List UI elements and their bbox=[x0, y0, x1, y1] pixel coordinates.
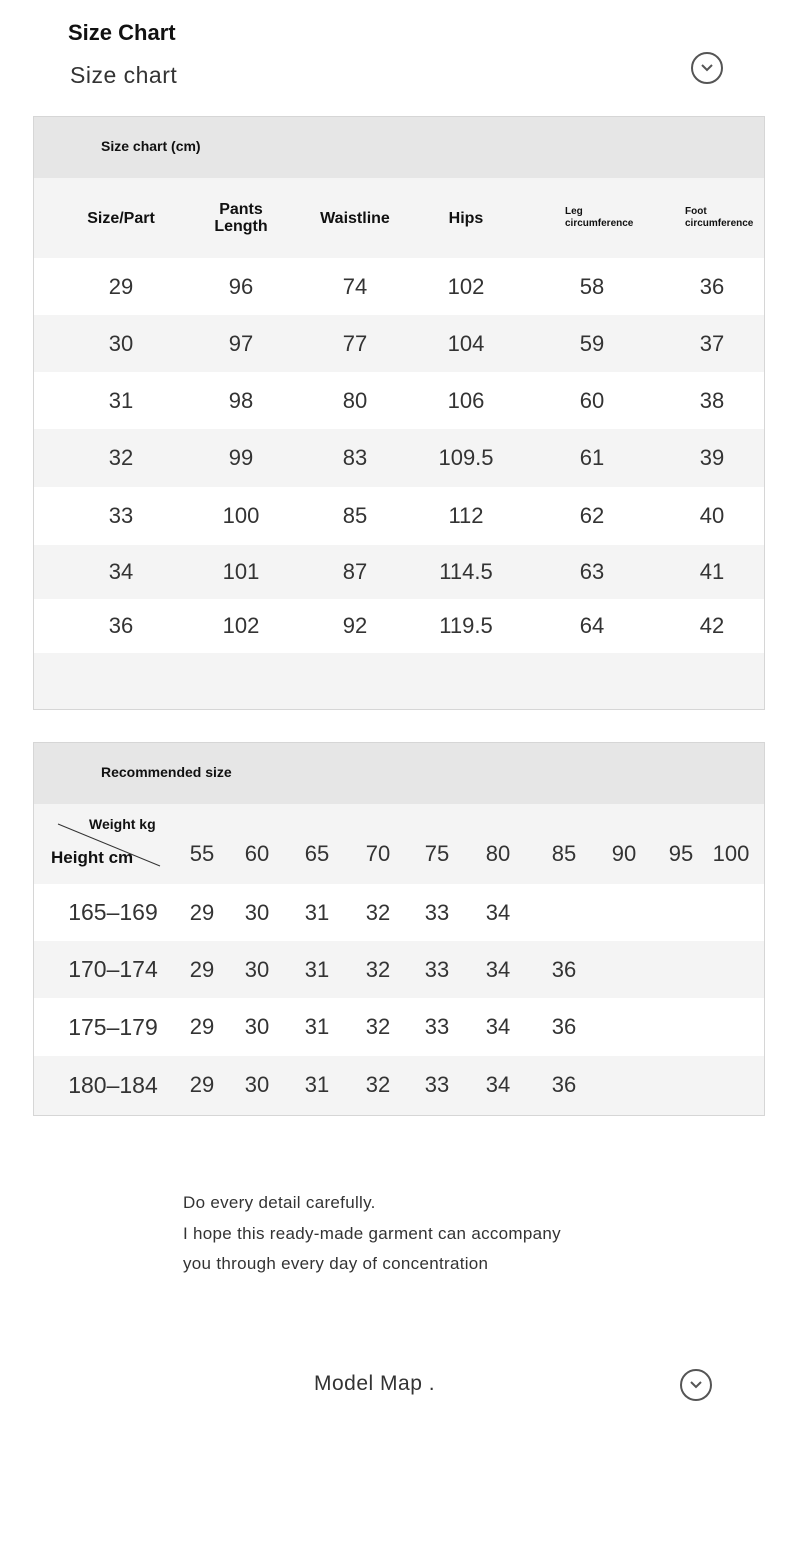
section-subtitle: Size chart bbox=[70, 62, 178, 88]
table-cell: 39 bbox=[699, 445, 725, 470]
table-cell: 36 bbox=[108, 613, 134, 638]
table-cell: 112 bbox=[448, 503, 484, 528]
table-cell: 77 bbox=[342, 330, 368, 356]
table-cell: 114.5 bbox=[439, 559, 493, 584]
table-cell: 63 bbox=[579, 559, 605, 584]
table-row bbox=[34, 487, 764, 545]
table-cell: 41 bbox=[699, 559, 725, 584]
table-cell: 29 bbox=[189, 1072, 215, 1097]
column-header-line: circumference bbox=[565, 218, 634, 229]
table-cell: 104 bbox=[447, 330, 485, 356]
table-cell: 36 bbox=[551, 956, 577, 982]
column-header-label bbox=[214, 201, 267, 235]
size-chart-table bbox=[33, 116, 765, 710]
recommended-size-table bbox=[33, 742, 765, 1116]
weight-axis-label: Weight kg bbox=[89, 816, 156, 832]
table-cell: 37 bbox=[699, 330, 725, 356]
table-cell: 30 bbox=[244, 1014, 270, 1039]
column-header-line: Pants bbox=[219, 201, 263, 218]
table-cell: 97 bbox=[228, 330, 254, 356]
quote-line-2: I hope this ready-made garment can accompany bbox=[183, 1224, 561, 1243]
height-range-cell: 165–169 bbox=[68, 899, 158, 925]
table-cell: 38 bbox=[699, 387, 725, 413]
quote-line-1: Do every detail carefully. bbox=[183, 1193, 376, 1212]
table-row bbox=[34, 599, 764, 653]
recommended-title: Recommended size bbox=[101, 764, 232, 780]
weight-header-cell: 90 bbox=[611, 841, 637, 866]
column-header-line: Size/Part bbox=[87, 209, 155, 227]
column-header bbox=[685, 178, 795, 258]
table-cell: 30 bbox=[244, 1072, 270, 1097]
table-cell: 36 bbox=[551, 1014, 577, 1039]
column-header bbox=[300, 178, 410, 258]
table-cell: 34 bbox=[108, 559, 134, 584]
table-cell: 31 bbox=[108, 387, 134, 413]
weight-header-cell: 95 bbox=[668, 841, 694, 866]
size-chart-header-band bbox=[34, 117, 764, 178]
table-cell: 30 bbox=[244, 956, 270, 982]
column-header-line: Foot bbox=[685, 206, 707, 217]
column-header-line: Hips bbox=[448, 209, 484, 227]
weight-header-cell: 70 bbox=[365, 841, 391, 866]
table-cell: 32 bbox=[365, 899, 391, 925]
column-header bbox=[61, 178, 181, 258]
table-cell: 29 bbox=[108, 273, 134, 299]
table-cell: 33 bbox=[424, 1072, 450, 1097]
column-header-label bbox=[449, 210, 484, 227]
recommended-weight-header bbox=[34, 804, 764, 884]
table-cell: 29 bbox=[189, 956, 215, 982]
table-cell: 74 bbox=[342, 273, 368, 299]
table-cell: 36 bbox=[551, 1072, 577, 1097]
table-cell: 98 bbox=[228, 387, 254, 413]
table-row bbox=[34, 429, 764, 487]
table-cell: 85 bbox=[342, 503, 368, 528]
table-cell: 29 bbox=[189, 1014, 215, 1039]
table-cell: 33 bbox=[424, 1014, 450, 1039]
height-range-cell: 170–174 bbox=[68, 956, 158, 982]
table-cell: 102 bbox=[447, 273, 485, 299]
table-cell: 64 bbox=[579, 613, 605, 638]
table-cell: 32 bbox=[365, 1014, 391, 1039]
table-cell: 60 bbox=[579, 387, 605, 413]
table-cell: 33 bbox=[424, 956, 450, 982]
weight-header-cell: 85 bbox=[551, 841, 577, 866]
table-cell: 42 bbox=[699, 613, 725, 638]
table-cell: 61 bbox=[579, 445, 605, 470]
table-cell: 33 bbox=[424, 899, 450, 925]
weight-header-cell: 100 bbox=[712, 841, 750, 866]
size-chart-column-headers bbox=[34, 178, 764, 258]
table-cell: 62 bbox=[579, 503, 605, 528]
weight-header-cell: 60 bbox=[244, 841, 270, 866]
column-header-line: Waistline bbox=[320, 209, 390, 227]
column-header-line: circumference bbox=[685, 218, 754, 229]
height-axis-label: Height cm bbox=[51, 848, 134, 867]
table-row bbox=[34, 545, 764, 599]
weight-header-cell: 55 bbox=[189, 841, 215, 866]
table-cell: 119.5 bbox=[439, 613, 493, 638]
table-cell: 40 bbox=[699, 503, 725, 528]
table-row bbox=[34, 998, 764, 1056]
table-row bbox=[34, 258, 764, 315]
column-header-label bbox=[565, 206, 633, 230]
column-header-label bbox=[320, 210, 390, 227]
column-header-line: Leg bbox=[565, 206, 583, 217]
table-cell: 80 bbox=[342, 387, 368, 413]
table-cell: 33 bbox=[108, 503, 134, 528]
table-cell: 99 bbox=[228, 445, 254, 470]
table-row bbox=[34, 884, 764, 941]
table-cell: 109.5 bbox=[438, 445, 494, 470]
column-header-label bbox=[685, 206, 753, 230]
table-cell: 32 bbox=[365, 1072, 391, 1097]
table-cell: 34 bbox=[485, 1014, 511, 1039]
table-cell: 31 bbox=[304, 1014, 330, 1039]
weight-header-cell: 80 bbox=[485, 841, 511, 866]
table-cell: 101 bbox=[222, 559, 260, 584]
recommended-header-band bbox=[34, 743, 764, 804]
table-cell: 100 bbox=[222, 503, 260, 528]
table-cell: 59 bbox=[579, 330, 605, 356]
table-cell: 31 bbox=[304, 899, 330, 925]
table-row bbox=[34, 372, 764, 429]
height-range-cell: 175–179 bbox=[68, 1013, 158, 1040]
column-header-label bbox=[87, 210, 155, 227]
table-cell: 34 bbox=[485, 956, 511, 982]
table-row bbox=[34, 1056, 764, 1114]
table-cell: 106 bbox=[447, 387, 485, 413]
table-row bbox=[34, 941, 764, 998]
table-cell: 96 bbox=[228, 273, 254, 299]
quote-line-3: you through every day of concentration bbox=[183, 1254, 489, 1273]
table-cell: 34 bbox=[485, 1072, 511, 1097]
height-range-cell: 180–184 bbox=[68, 1071, 158, 1098]
table-cell: 30 bbox=[244, 899, 270, 925]
table-cell: 83 bbox=[342, 445, 368, 470]
weight-header-cell: 65 bbox=[304, 841, 330, 866]
column-header bbox=[191, 178, 291, 258]
table-cell: 31 bbox=[304, 956, 330, 982]
table-cell: 30 bbox=[108, 330, 134, 356]
weight-header-cell: 75 bbox=[424, 841, 450, 866]
table-row bbox=[34, 315, 764, 372]
table-cell: 58 bbox=[579, 273, 605, 299]
column-header-line: Length bbox=[214, 218, 268, 235]
table-cell: 92 bbox=[342, 613, 368, 638]
column-header bbox=[565, 178, 675, 258]
table-cell: 29 bbox=[189, 899, 215, 925]
table-cell: 32 bbox=[365, 956, 391, 982]
page-title: Size Chart bbox=[68, 20, 176, 45]
column-header bbox=[421, 178, 511, 258]
table-cell: 36 bbox=[699, 273, 725, 299]
model-map-title: Model Map . bbox=[314, 1372, 436, 1395]
table-cell: 32 bbox=[108, 445, 134, 470]
chevron-down-icon[interactable] bbox=[691, 52, 723, 84]
table-cell: 34 bbox=[485, 899, 511, 925]
table-cell: 102 bbox=[222, 613, 260, 638]
size-chart-title: Size chart (cm) bbox=[101, 138, 201, 154]
table-cell: 31 bbox=[304, 1072, 330, 1097]
chevron-down-icon[interactable] bbox=[680, 1369, 712, 1401]
table-cell: 87 bbox=[342, 559, 368, 584]
